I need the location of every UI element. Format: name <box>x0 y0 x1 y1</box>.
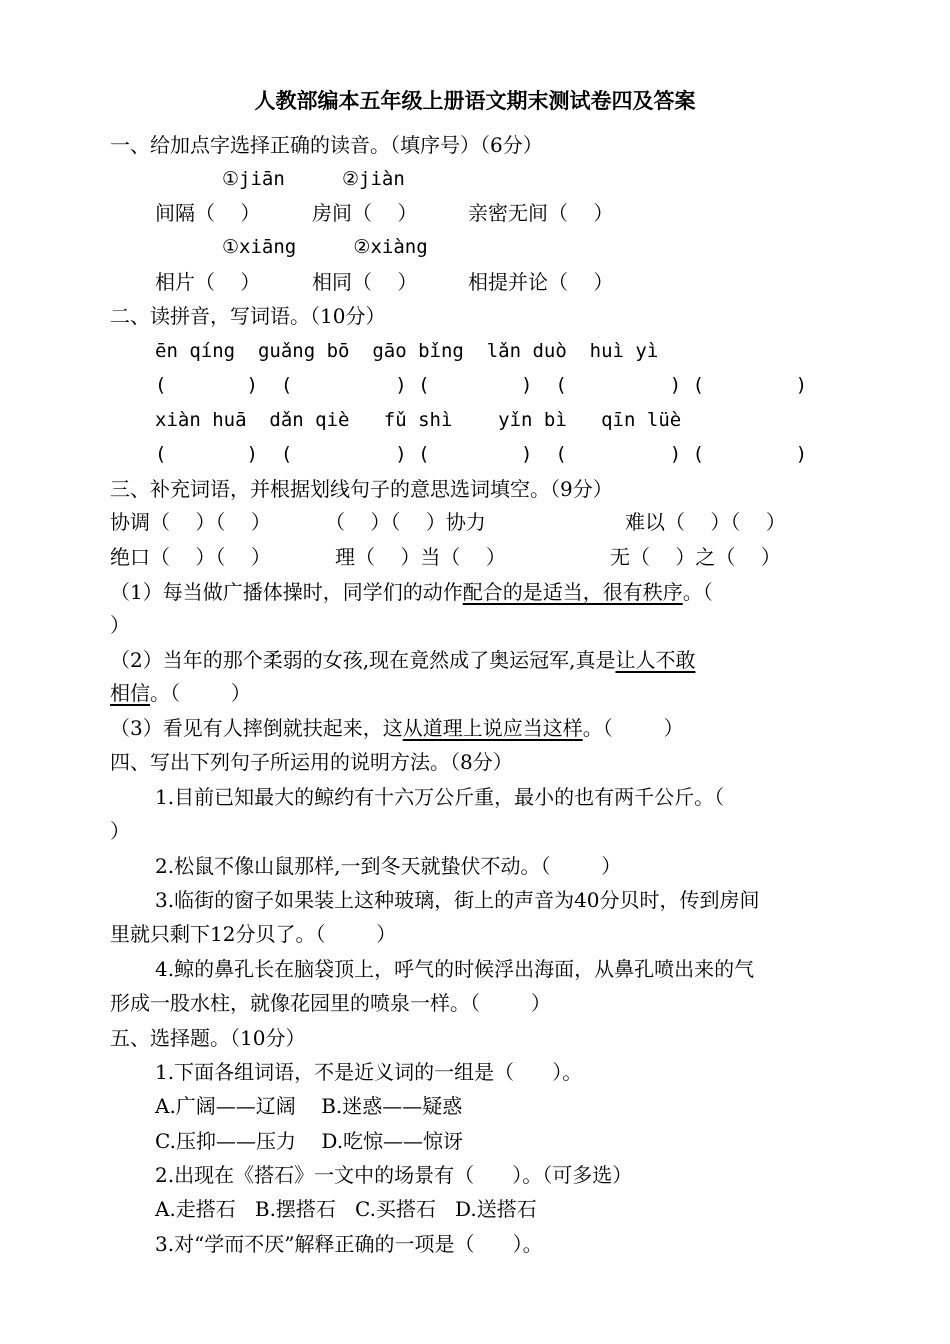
question-4-3-cont: 里就只剩下12分贝了。（ ） <box>110 922 397 946</box>
question-4-1: 1.目前已知最大的鲸约有十六万公斤重，最小的也有两千公斤。（ <box>155 785 725 809</box>
question-4-1-close: ） <box>110 819 130 843</box>
item-xiangpian: 相片（ ） <box>155 270 261 294</box>
section5-heading: 五、选择题。（10分） <box>110 1026 306 1050</box>
pinyin-options-jian: ①jiān ②jiàn <box>222 168 405 190</box>
question-4-3: 3.临街的窗子如果装上这种玻璃，街上的声音为40分贝时，传到房间 <box>155 888 760 912</box>
item-jiange: 间隔（ ） <box>155 201 261 225</box>
section4-heading: 四、写出下列句子所运用的说明方法。（8分） <box>110 750 513 774</box>
pinyin-row-1: ēn qíng guǎng bō gāo bǐng lǎn duò huì yì <box>155 340 659 362</box>
question-text: （3）看见有人摔倒就扶起来，这 <box>110 716 403 740</box>
answer-brackets-row-2: ( ) ( ) ( ) ( ) ( ) <box>155 443 808 465</box>
item-qinmiwujian: 亲密无间（ ） <box>468 201 614 225</box>
question-4-4: 4.鲸的鼻孔长在脑袋顶上，呼气的时候浮出海面，从鼻孔喷出来的气 <box>155 957 755 981</box>
question-5-1-options-ab: A.广阔——辽阔 B.迷惑——疑惑 <box>155 1094 463 1118</box>
question-4-2: 2.松鼠不像山鼠那样,一到冬天就蛰伏不动。（ ） <box>155 854 622 878</box>
underlined-phrase: 相信 <box>110 681 150 705</box>
underlined-phrase: 从道理上说应当这样 <box>402 716 583 740</box>
question-5-1-options-cd: C.压抑——压力 D.吃惊——惊讶 <box>155 1129 464 1153</box>
answer-brackets-row-1: ( ) ( ) ( ) ( ) ( ) <box>155 374 808 396</box>
question-4-4-cont: 形成一股水柱，就像花园里的喷泉一样。（ ） <box>110 991 551 1015</box>
question-text: （2）当年的那个柔弱的女孩,现在竟然成了奥运冠军,真是 <box>110 648 616 672</box>
item-fangjian: 房间（ ） <box>312 201 418 225</box>
underlined-phrase: 配合的是适当，很有秩序 <box>462 580 683 604</box>
idiom-xieli: （ ）（ ）协力 <box>325 510 486 534</box>
question-tail: 。（ ） <box>582 716 684 740</box>
idiom-nanyi: 难以（ ）（ ） <box>625 510 786 534</box>
question-tail: 。（ <box>682 580 713 604</box>
item-xiangtibinglun: 相提并论（ ） <box>468 270 614 294</box>
pinyin-options-xiang: ①xiāng ②xiàng <box>222 236 428 258</box>
question-5-3: 3.对“学而不厌”解释正确的一项是（ ）。 <box>155 1232 543 1256</box>
question-5-2: 2.出现在《搭石》一文中的场景有（ ）。（可多选） <box>155 1163 633 1187</box>
question-3-1 <box>110 578 713 606</box>
question-3-2 <box>110 646 695 674</box>
question-5-1: 1.下面各组词语，不是近义词的一组是（ ）。 <box>155 1060 583 1084</box>
idiom-lidang: 理（ ）当（ ） <box>335 545 506 569</box>
pinyin-row-2: xiàn huā dǎn qiè fǔ shì yǐn bì qīn lüè <box>155 409 682 431</box>
idiom-wuzhi: 无（ ）之（ ） <box>610 545 781 569</box>
idiom-xietiao: 协调（ ）（ ） <box>110 510 271 534</box>
page-title: 人教部编本五年级上册语文期末测试卷四及答案 <box>254 89 696 113</box>
section1-heading: 一、给加点字选择正确的读音。（填序号）（6分） <box>110 133 543 157</box>
question-text: （1）每当做广播体操时，同学们的动作 <box>110 580 463 604</box>
section2-heading: 二、读拼音，写词语。（10分） <box>110 304 386 328</box>
question-tail: 。（ ） <box>150 681 251 705</box>
underlined-phrase: 让人不敢 <box>615 648 696 672</box>
question-3-2-cont <box>110 679 251 707</box>
idiom-juekou: 绝口（ ）（ ） <box>110 545 271 569</box>
item-xiangtong: 相同（ ） <box>312 270 418 294</box>
section3-heading: 三、补充词语，并根据划线句子的意思选词填空。（9分） <box>110 477 613 501</box>
question-3-3 <box>110 714 684 742</box>
question-3-1-close: ） <box>110 613 130 637</box>
question-5-2-options: A.走搭石 B.摆搭石 C.买搭石 D.送搭石 <box>155 1197 537 1221</box>
